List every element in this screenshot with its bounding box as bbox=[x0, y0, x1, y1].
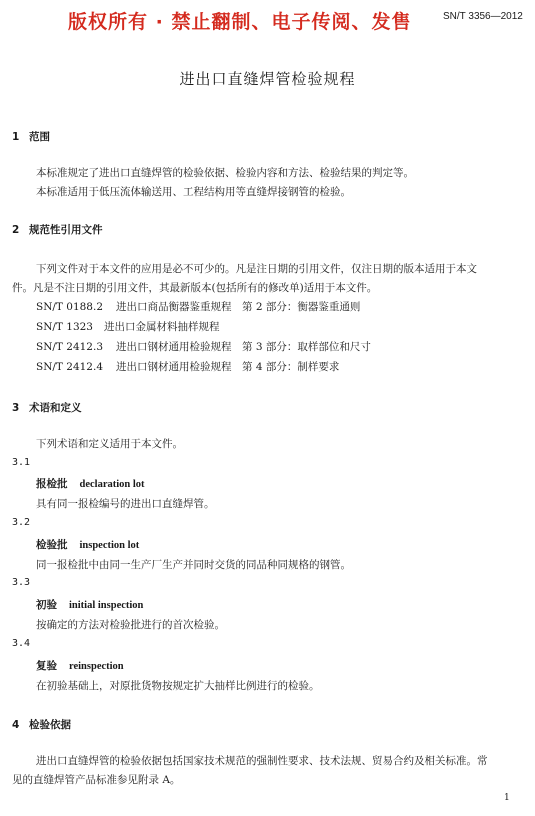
paragraph: 本标准规定了进出口直缝焊管的检验依据、检验内容和方法、检验结果的判定等。 bbox=[36, 167, 414, 179]
term-definition: 在初验基础上，对原批货物按规定扩大抽样比例进行的检验。 bbox=[36, 680, 320, 692]
paragraph: 件。凡是不注日期的引用文件，其最新版本(包括所有的修改单)适用于本文件。 bbox=[12, 282, 378, 294]
paragraph: 本标准适用于低压流体输送用、工程结构用等直缝焊接钢管的检验。 bbox=[36, 186, 351, 198]
reference-title: 进出口商品衡器鉴重规程 第 2 部分：衡器鉴重通则 bbox=[116, 301, 361, 313]
page-number: 1 bbox=[504, 793, 510, 803]
term-chinese: 检验批 bbox=[36, 539, 68, 551]
reference-item bbox=[36, 319, 220, 334]
section-title: 规范性引用文件 bbox=[29, 224, 103, 236]
term-english: initial inspection bbox=[69, 600, 144, 611]
term-definition: 按确定的方法对检验批进行的首次检验。 bbox=[36, 619, 225, 631]
term-chinese: 复验 bbox=[36, 660, 57, 672]
reference-item bbox=[36, 299, 360, 314]
reference-code: SN/T 2412.4 bbox=[36, 361, 103, 373]
section-heading-inspection-basis bbox=[12, 717, 71, 732]
section-heading-scope bbox=[12, 129, 50, 144]
reference-title: 进出口钢材通用检验规程 第 3 部分：取样部位和尺寸 bbox=[116, 341, 371, 353]
term-chinese: 报检批 bbox=[36, 478, 68, 490]
document-title: 进出口直缝焊管检验规程 bbox=[179, 70, 356, 88]
term-english: declaration lot bbox=[79, 479, 145, 490]
paragraph: 进出口直缝焊管的检验依据包括国家技术规范的强制性要求、技术法规、贸易合约及相关标准。常 bbox=[36, 755, 488, 767]
term-chinese: 初验 bbox=[36, 599, 57, 611]
term-english: inspection lot bbox=[79, 540, 140, 551]
term-heading bbox=[36, 597, 143, 612]
section-title: 检验依据 bbox=[29, 719, 71, 731]
term-number: 3.1 bbox=[12, 457, 31, 468]
reference-code: SN/T 1323 bbox=[36, 321, 93, 333]
standard-number: SN/T 3356—2012 bbox=[443, 11, 523, 22]
paragraph: 下列文件对于本文件的应用是必不可少的。凡是注日期的引用文件，仅注日期的版本适用于本文 bbox=[36, 263, 477, 275]
term-heading bbox=[36, 476, 145, 491]
term-english: reinspection bbox=[69, 661, 124, 672]
section-heading-terms-definitions bbox=[12, 400, 82, 415]
term-definition: 同一报检批中由同一生产厂生产并同时交货的同品种同规格的钢管。 bbox=[36, 559, 351, 571]
reference-title: 进出口钢材通用检验规程 第 4 部分：制样要求 bbox=[116, 361, 340, 373]
section-number: 4 bbox=[12, 719, 20, 731]
term-heading bbox=[36, 658, 124, 673]
paragraph: 下列术语和定义适用于本文件。 bbox=[36, 438, 183, 450]
reference-title: 进出口金属材料抽样规程 bbox=[104, 321, 220, 333]
reference-item bbox=[36, 359, 339, 374]
section-heading-normative-references bbox=[12, 222, 103, 237]
reference-code: SN/T 2412.3 bbox=[36, 341, 103, 353]
reference-item bbox=[36, 339, 371, 354]
term-heading bbox=[36, 537, 139, 552]
section-number: 2 bbox=[12, 224, 20, 236]
paragraph: 见的直缝焊管产品标准参见附录 A。 bbox=[12, 774, 181, 786]
term-number: 3.4 bbox=[12, 638, 31, 649]
section-title: 术语和定义 bbox=[29, 402, 82, 414]
term-definition: 具有同一报检编号的进出口直缝焊管。 bbox=[36, 498, 215, 510]
section-title: 范围 bbox=[29, 131, 50, 143]
section-number: 1 bbox=[12, 131, 20, 143]
section-number: 3 bbox=[12, 402, 20, 414]
term-number: 3.2 bbox=[12, 517, 31, 528]
copyright-watermark: 版权所有 · 禁止翻制、电子传阅、发售 bbox=[68, 11, 412, 33]
reference-code: SN/T 0188.2 bbox=[36, 301, 103, 313]
term-number: 3.3 bbox=[12, 577, 31, 588]
